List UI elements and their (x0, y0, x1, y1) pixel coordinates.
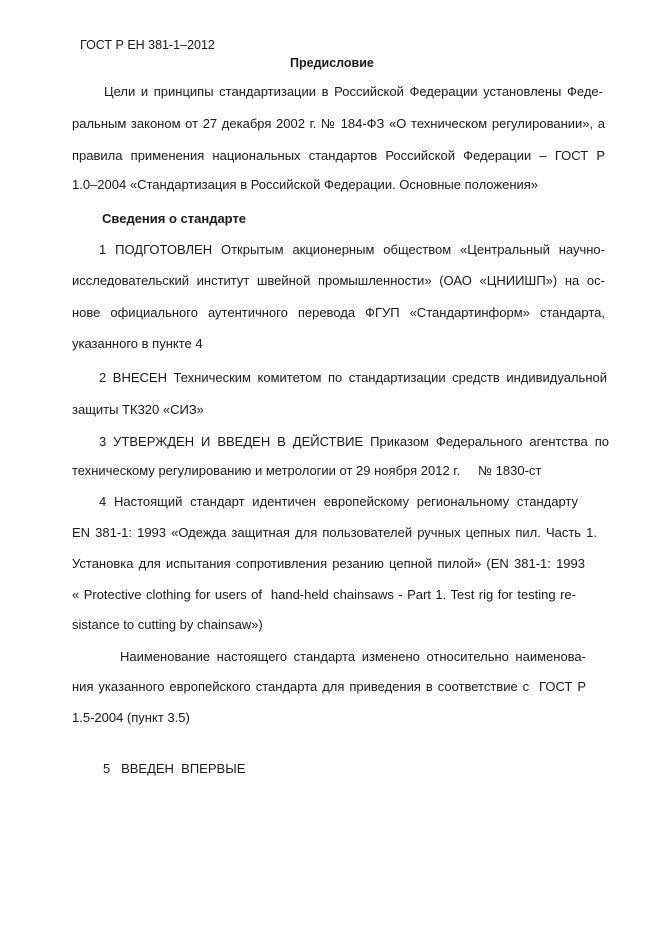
intro-line-2: ральным законом от 27 декабря 2002 г. № 184-ФЗ «О техническом регулировании», а (72, 116, 605, 131)
item-3-line-2: техническому регулированию и метрологии от 29 ноября 2012 г. № 1830-ст (72, 463, 542, 478)
item-4-note-line-3: 1.5-2004 (пункт 3.5) (72, 710, 190, 725)
item-1-line-1: 1 ПОДГОТОВЛЕН Открытым акционерным обществом «Центральный научно- (99, 242, 605, 257)
section-heading: Сведения о стандарте (102, 211, 247, 226)
item-2-line-2: защиты ТК320 «СИЗ» (72, 402, 204, 417)
item-1-line-3: нове официального аутентичного перевода ФГУП «Стандартинформ» стандарта, (72, 305, 605, 320)
item-4-line-1: 4 Настоящий стандарт идентичен европейскому региональному стандарту (99, 494, 578, 509)
intro-line-3: правила применения национальных стандартов Российской Федерации – ГОСТ Р (72, 148, 605, 163)
item-4-note-line-2: ния указанного европейского стандарта для приведения в соответствие с ГОСТ Р (72, 679, 586, 694)
page-title: Предисловие (290, 56, 374, 70)
item-1-line-4: указанного в пункте 4 (72, 336, 203, 351)
item-5: 5 ВВЕДЕН ВПЕРВЫЕ (103, 761, 246, 776)
item-1-line-2: исследовательский институт швейной промышленности» (ОАО «ЦНИИШП») на ос- (72, 273, 605, 288)
item-2-line-1: 2 ВНЕСЕН Техническим комитетом по стандартизации средств индивидуальной (99, 370, 607, 385)
item-4-line-4: « Protective clothing for users of hand-held chainsaws - Part 1. Test rig for testing re- (72, 587, 576, 602)
item-4-line-3: Установка для испытания сопротивления резанию цепной пилой» (EN 381-1: 1993 (72, 556, 585, 571)
document-code: ГОСТ Р ЕН 381-1–2012 (80, 38, 215, 52)
item-4-line-2: EN 381-1: 1993 «Одежда защитная для пользователей ручных цепных пил. Часть 1. (72, 525, 597, 540)
intro-line-4: 1.0–2004 «Стандартизация в Российской Федерации. Основные положения» (72, 177, 539, 192)
item-4-note-line-1: Наименование настоящего стандарта изменено относительно наименова- (120, 649, 586, 664)
item-4-line-5: sistance to cutting by chainsaw») (72, 617, 263, 632)
item-3-line-1: 3 УТВЕРЖДЕН И ВВЕДЕН В ДЕЙСТВИЕ Приказом Федерального агентства по (99, 434, 609, 449)
intro-line-1: Цели и принципы стандартизации в Российской Федерации установлены Феде- (104, 84, 603, 99)
